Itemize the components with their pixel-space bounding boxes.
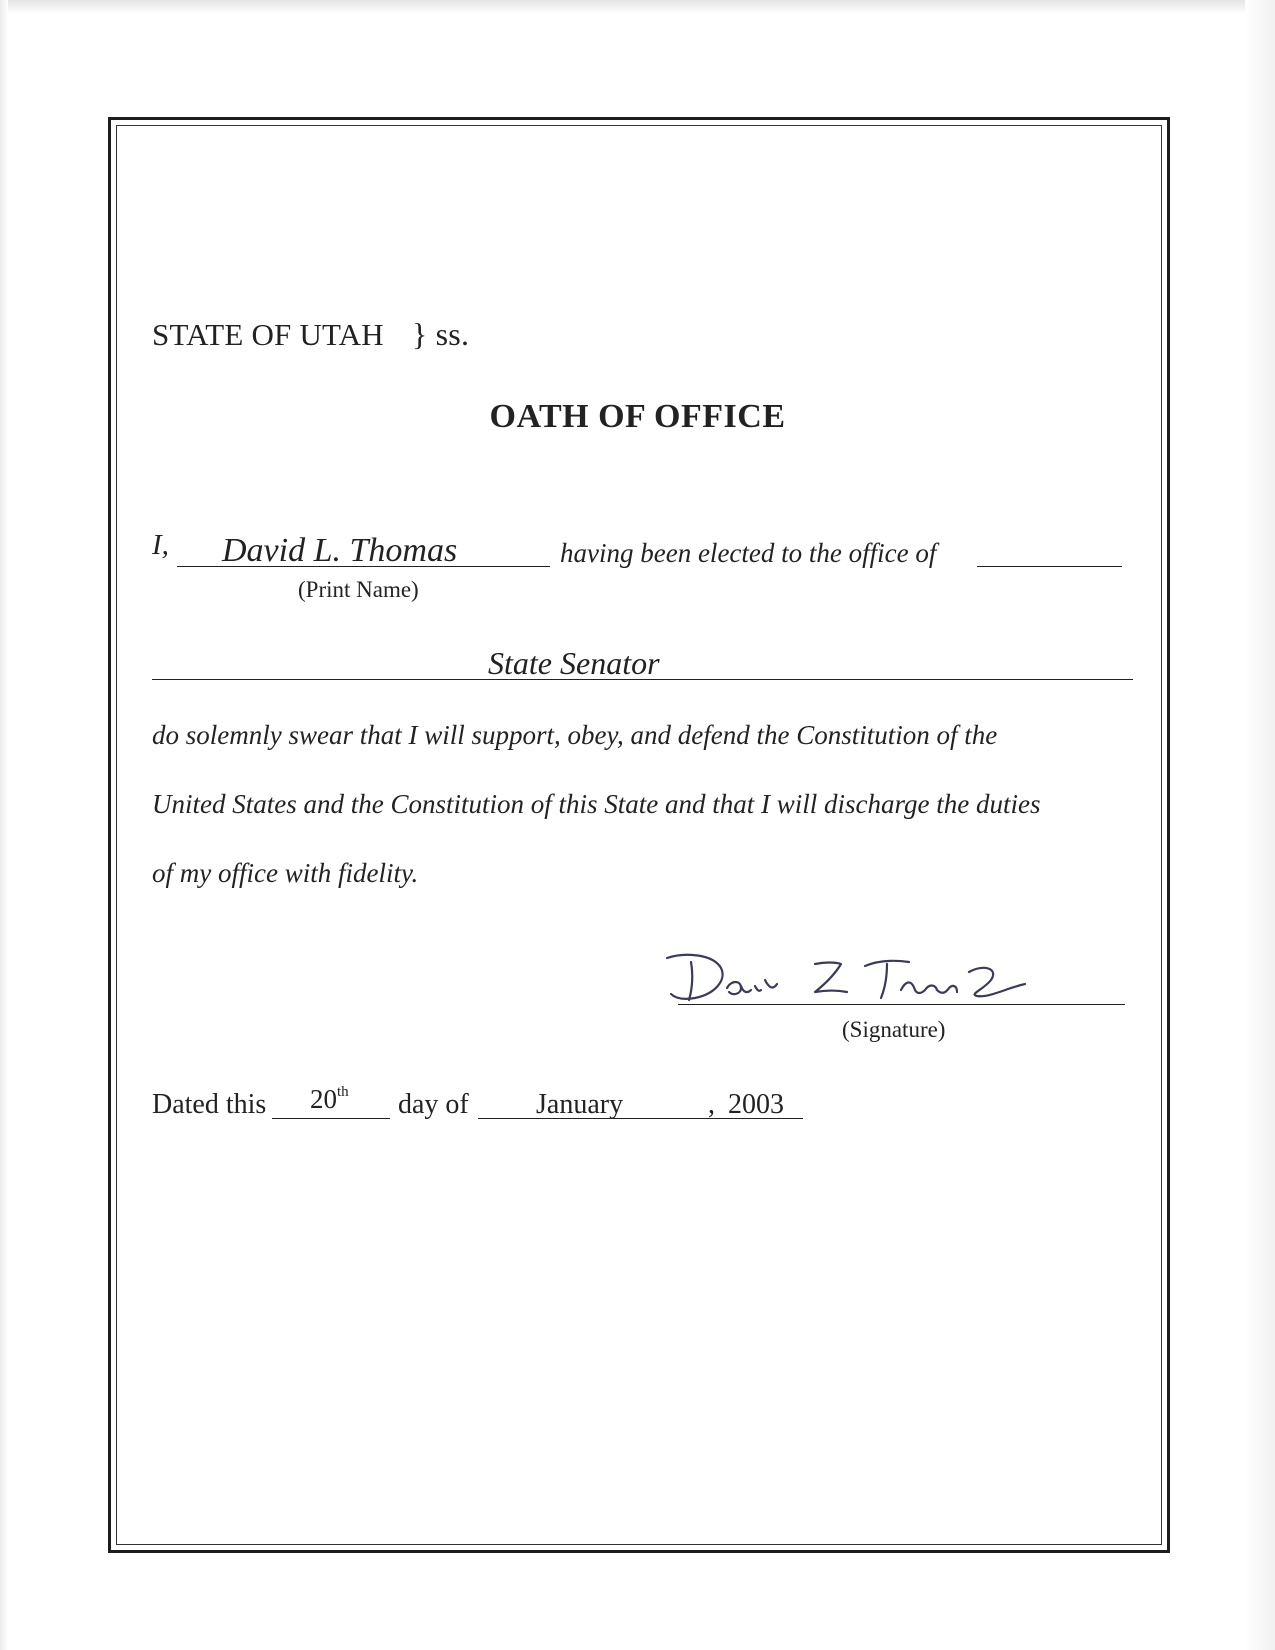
venue-heading (152, 316, 469, 353)
scan-edge-top (0, 0, 1275, 14)
month-field: January (536, 1089, 624, 1120)
page-title: OATH OF OFFICE (489, 398, 786, 435)
day-of-label: day of (398, 1089, 469, 1120)
scan-edge-right (1245, 0, 1275, 1650)
intro-prefix: I, (152, 529, 169, 561)
year-field: 2003 (728, 1089, 784, 1120)
day-suffix: th (337, 1084, 349, 1100)
oath-line-1: do solemnly swear that I will support, obey, and defend the Constitution of the (152, 720, 998, 750)
office-field: State Senator (488, 645, 660, 681)
date-comma: , (708, 1089, 715, 1120)
day-number: 20 (310, 1084, 337, 1114)
venue-suffix: } ss. (411, 316, 470, 352)
oath-line-2: United States and the Constitution of this State and that I will discharge the duties (152, 789, 1041, 819)
dated-label: Dated this (152, 1089, 267, 1120)
office-underline-end (977, 566, 1122, 567)
day-underline (272, 1118, 390, 1119)
day-field (310, 1084, 349, 1115)
printed-name-field: David L. Thomas (222, 532, 458, 569)
scan-edge-left (0, 0, 8, 1650)
having-elected-text: having been elected to the office of (560, 538, 937, 568)
signature-line (678, 1004, 1125, 1005)
signature-label: (Signature) (842, 1017, 946, 1042)
venue-text: STATE OF UTAH (152, 317, 384, 352)
print-name-label: (Print Name) (298, 577, 419, 602)
handwritten-signature (665, 950, 1045, 1010)
oath-line-3: of my office with fidelity. (152, 858, 419, 888)
